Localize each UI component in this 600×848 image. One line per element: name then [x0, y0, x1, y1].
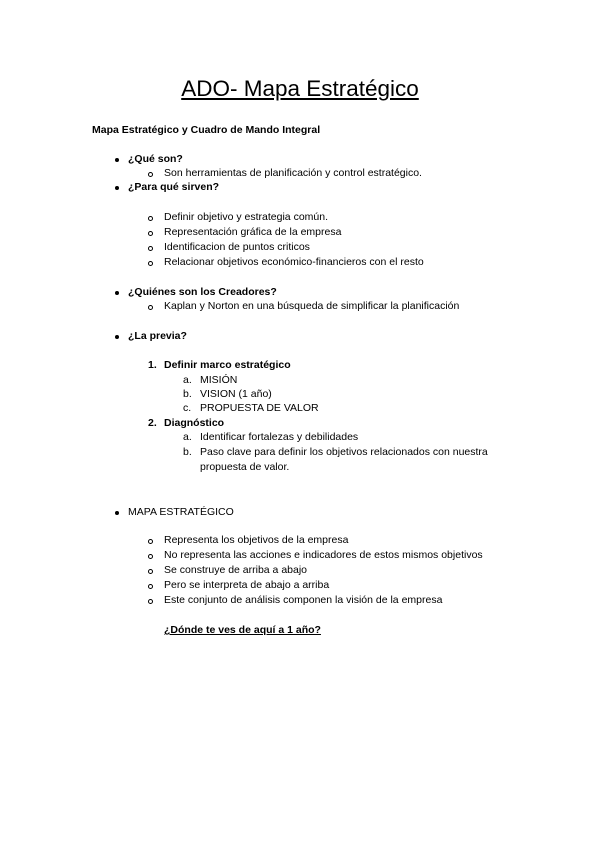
sub-letter: a.	[183, 431, 192, 443]
sub-item-continuation: propuesta de valor.	[200, 461, 290, 473]
sub-letter: b.	[183, 388, 192, 400]
section-heading-que-son: ¿Qué son?	[128, 153, 183, 165]
bullet-circle-icon	[148, 261, 153, 266]
list-item: Son herramientas de planificación y control estratégico.	[164, 167, 422, 179]
list-item: Este conjunto de análisis componen la visión de la empresa	[164, 594, 443, 606]
bullet-circle-icon	[148, 584, 153, 589]
bullet-disc-icon	[115, 511, 119, 515]
sub-item: VISION (1 año)	[200, 388, 272, 400]
sub-letter: a.	[183, 374, 192, 386]
sub-letter: c.	[183, 402, 192, 414]
list-item: Pero se interpreta de abajo a arriba	[164, 579, 330, 591]
bullet-circle-icon	[148, 554, 153, 559]
bullet-circle-icon	[148, 172, 153, 177]
document-subtitle: Mapa Estratégico y Cuadro de Mando Integral	[92, 124, 321, 136]
list-item: Kaplan y Norton en una búsqueda de simplificar la planificación	[164, 300, 460, 312]
step-title: Diagnóstico	[164, 417, 225, 429]
page-title: ADO- Mapa Estratégico	[181, 76, 419, 101]
list-item: Representación gráfica de la empresa	[164, 226, 342, 238]
bullet-circle-icon	[148, 246, 153, 251]
list-item: Se construye de arriba a abajo	[164, 564, 308, 576]
list-item: Representa los objetivos de la empresa	[164, 534, 349, 546]
bullet-circle-icon	[148, 599, 153, 604]
step-number: 1.	[148, 359, 157, 371]
question-link: ¿Dónde te ves de aquí a 1 año?	[164, 624, 321, 636]
bullet-disc-icon	[115, 335, 119, 339]
section-heading-para-que-sirven: ¿Para qué sirven?	[128, 181, 220, 193]
sub-letter: b.	[183, 446, 192, 458]
section-heading-creadores: ¿Quiénes son los Creadores?	[128, 286, 277, 298]
sub-item: MISIÓN	[200, 374, 238, 386]
sub-item: Identificar fortalezas y debilidades	[200, 431, 359, 443]
bullet-disc-icon	[115, 158, 119, 162]
sub-item: Paso clave para definir los objetivos relacionados con nuestra	[200, 446, 488, 458]
list-item: Relacionar objetivos económico-financieros con el resto	[164, 256, 424, 268]
list-item: No representa las acciones e indicadores de estos mismos objetivos	[164, 549, 483, 561]
list-item: Definir objetivo y estrategia común.	[164, 211, 328, 223]
bullet-circle-icon	[148, 539, 153, 544]
list-item: Identificacion de puntos criticos	[164, 241, 310, 253]
bullet-circle-icon	[148, 231, 153, 236]
bullet-disc-icon	[115, 291, 119, 295]
bullet-circle-icon	[148, 216, 153, 221]
step-title: Definir marco estratégico	[164, 359, 291, 371]
sub-item: PROPUESTA DE VALOR	[200, 402, 319, 414]
bullet-disc-icon	[115, 186, 119, 190]
bullet-circle-icon	[148, 569, 153, 574]
section-heading-la-previa: ¿La previa?	[128, 330, 187, 342]
bullet-circle-icon	[148, 305, 153, 310]
step-number: 2.	[148, 417, 157, 429]
section-heading-mapa-estrategico: MAPA ESTRATÉGICO	[128, 506, 234, 518]
